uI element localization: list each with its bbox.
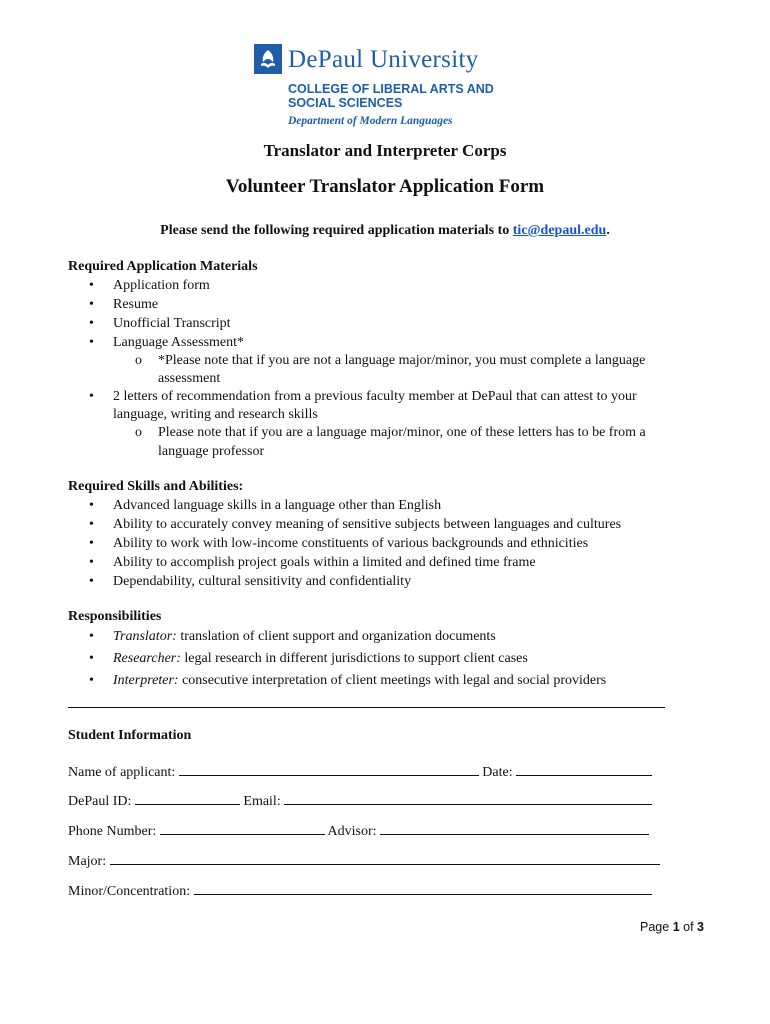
form-title: Volunteer Translator Application Form [225, 176, 545, 197]
student-info-heading: Student Information [68, 728, 192, 743]
page-of: of [683, 920, 694, 934]
depaul-shield-icon [254, 44, 282, 74]
bullet-icon: • [89, 536, 94, 551]
skills-heading: Required Skills and Abilities: [68, 479, 244, 494]
bullet-icon: • [89, 297, 94, 312]
phone-label: Phone Number: [68, 824, 157, 839]
depaul-id-field[interactable] [135, 792, 240, 805]
page-prefix: Page [640, 920, 670, 934]
advisor-field[interactable] [380, 822, 649, 835]
sub-bullet-icon: o [135, 425, 142, 440]
bullet-icon: • [89, 629, 94, 644]
bullet-icon: • [89, 278, 94, 293]
sub-bullet-icon: o [135, 353, 142, 368]
email-link[interactable]: tic@depaul.edu [512, 223, 607, 238]
phone-advisor-row [68, 822, 649, 840]
bullet-icon: • [89, 389, 94, 404]
bullet-icon: • [89, 673, 94, 688]
responsibilities-heading: Responsibilities [68, 609, 162, 624]
department-name: Department of Modern Languages [288, 115, 453, 127]
role-description: translation of client support and organization documents [176, 629, 496, 644]
instructions [0, 223, 770, 239]
major-field[interactable] [110, 852, 660, 865]
college-name: COLLEGE OF LIBERAL ARTS AND SOCIAL SCIENCES [288, 82, 494, 110]
date-label: Date: [482, 765, 513, 780]
role-description: legal research in different jurisdictions to support client cases [180, 651, 528, 666]
role-label: Researcher: [113, 651, 181, 666]
bullet-icon: • [89, 517, 94, 532]
sub-list-item-continued: language professor [158, 444, 265, 459]
advisor-label: Advisor: [327, 824, 377, 839]
minor-field[interactable] [194, 882, 652, 895]
role-label: Translator: [113, 629, 177, 644]
materials-heading: Required Application Materials [68, 259, 258, 274]
email-label: Email: [243, 794, 281, 809]
phone-field[interactable] [160, 822, 325, 835]
name-label: Name of applicant: [68, 765, 176, 780]
bullet-icon: • [89, 651, 94, 666]
list-item-continued: language, writing and research skills [113, 407, 318, 422]
name-field[interactable] [179, 763, 479, 776]
role-label: Interpreter: [113, 673, 179, 688]
instructions-text: Please send the following required application materials to [160, 223, 510, 238]
sub-list-item-continued: assessment [158, 371, 221, 386]
instructions-end: . [606, 223, 610, 238]
date-field[interactable] [516, 763, 652, 776]
major-row [68, 852, 660, 870]
minor-label: Minor/Concentration: [68, 884, 191, 899]
role-description: consecutive interpretation of client meetings with legal and social providers [178, 673, 607, 688]
major-label: Major: [68, 854, 107, 869]
name-date-row [68, 763, 652, 781]
bullet-icon: • [89, 316, 94, 331]
page-total: 3 [697, 920, 704, 934]
section-divider [68, 707, 665, 708]
university-name: DePaul University [288, 46, 479, 73]
id-email-row [68, 792, 652, 810]
bullet-icon: • [89, 574, 94, 589]
bullet-icon: • [89, 335, 94, 350]
minor-row [68, 882, 652, 900]
bullet-icon: • [89, 555, 94, 570]
bullet-icon: • [89, 498, 94, 513]
page-number [640, 920, 704, 934]
depaul-id-label: DePaul ID: [68, 794, 132, 809]
page-current: 1 [672, 920, 680, 934]
email-field[interactable] [284, 792, 652, 805]
document-title: Translator and Interpreter Corps [263, 141, 507, 160]
